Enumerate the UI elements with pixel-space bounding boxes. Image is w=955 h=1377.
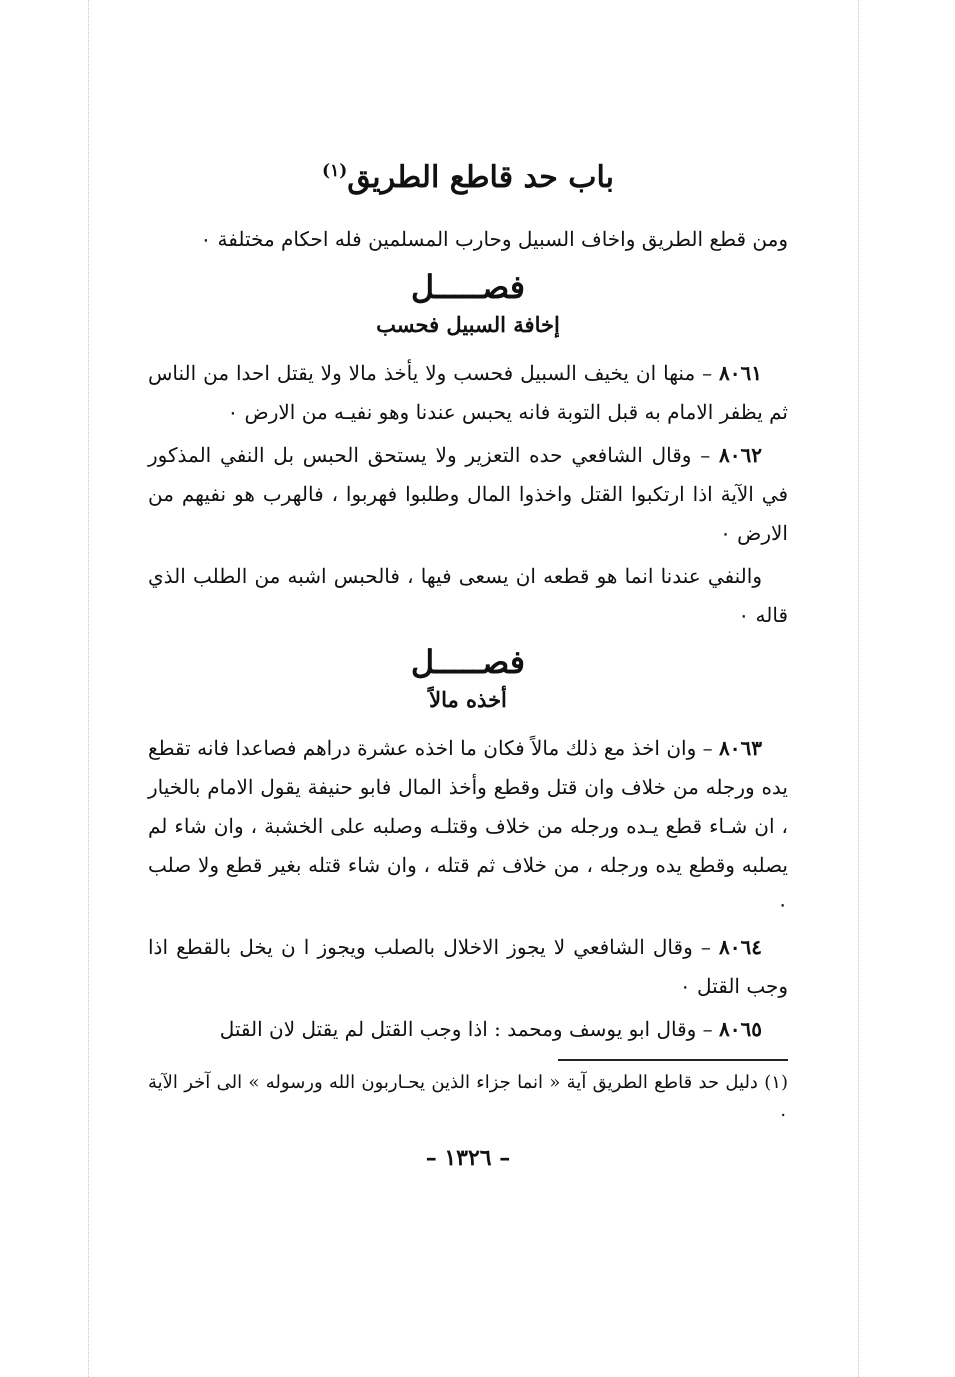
paragraph-number: ٨٠٦٤ — [719, 934, 762, 959]
paragraph-text: والنفي عندنا انما هو قطعه ان يسعى فيها ، فالحبس اشبه من الطلب الذي قاله ٠ — [148, 563, 788, 627]
section-heading: فصـــــل — [410, 268, 526, 306]
section-subheading: أخذه مالاً — [429, 687, 507, 713]
paragraph-text: – وقال الشافعي لا يجوز الاخلال بالصلب ويجوز ا ن يخل بالقطع اذا وجب القتل ٠ — [148, 934, 788, 998]
paragraph-text: – وقال الشافعي حده التعزير ولا يستحق الحبس بل النفي المذكور في الآية اذا ارتكبوا القتل واخذوا المال وطلبوا فهربوا ، فالهرب هو نفيهم من الارض ٠ — [148, 442, 788, 545]
document-page — [148, 150, 788, 1171]
footnote-marker: (١) — [322, 161, 348, 181]
section-heading: فصـــــل — [410, 642, 526, 681]
paragraph-note — [148, 557, 788, 635]
paragraph-text: – وقال ابو يوسف ومحمد : اذا وجب القتل لم يقتل لان القتل — [219, 1016, 720, 1041]
intro-paragraph: ومن قطع الطريق واخاف السبيل وحارب المسلمين فله احكام مختلفة ٠ — [200, 227, 788, 251]
footnote: (١) دليل حد قاطع الطريق آية « انما جزاء الذين يحـاربون الله ورسوله » الى آخر الآية ٠ — [148, 1071, 788, 1125]
footnote-divider — [558, 1059, 788, 1061]
paragraph-8065 — [148, 1010, 788, 1049]
chapter-title — [148, 160, 788, 196]
section-1 — [148, 268, 788, 635]
paragraph-text: – منها ان يخيف السبيل فحسب ولا يأخذ مالا ولا يقتل احدا من الناس ثم يظفر الامام به قبل التوبة فانه يحبس عندنا وهو نفيـه من الارض ٠ — [148, 360, 788, 424]
paragraph-text: – وان اخذ مع ذلك مالاً فكان ما اخذه عشرة دراهم فصاعدا فانه تقطع يده ورجله من خلاف وان قتل وقطع وأخذ المال فابو حنيفة يقول الامام بالخيار ، ان شـاء قطع يـده ورجله من خلاف وقتلـه وصلبه على الخشبة ، وان شاء لم يصلبه وقطع يده ورجله ، من خلاف ثم قتله ، وان شاء قتله بغير قطع ولا صلب ٠ — [148, 735, 788, 916]
paragraph-number: ٨٠٦٢ — [719, 442, 762, 467]
paragraph-number: ٨٠٦٥ — [719, 1016, 762, 1041]
paragraph-number: ٨٠٦١ — [719, 360, 762, 385]
chapter-title-text: باب حد قاطع الطريق — [347, 160, 614, 195]
page-number: – ١٣٢٦ – — [425, 1145, 511, 1172]
margin-dotted-line-left — [88, 0, 89, 1377]
section-subheading: إخافة السبيل فحسب — [376, 312, 560, 338]
paragraph-8062 — [148, 436, 788, 553]
paragraph-8064 — [148, 928, 788, 1006]
margin-dotted-line-right — [858, 0, 859, 1377]
section-2 — [148, 643, 788, 1049]
paragraph-8061 — [148, 354, 788, 432]
paragraph-number: ٨٠٦٣ — [719, 735, 762, 760]
paragraph-8063 — [148, 729, 788, 924]
